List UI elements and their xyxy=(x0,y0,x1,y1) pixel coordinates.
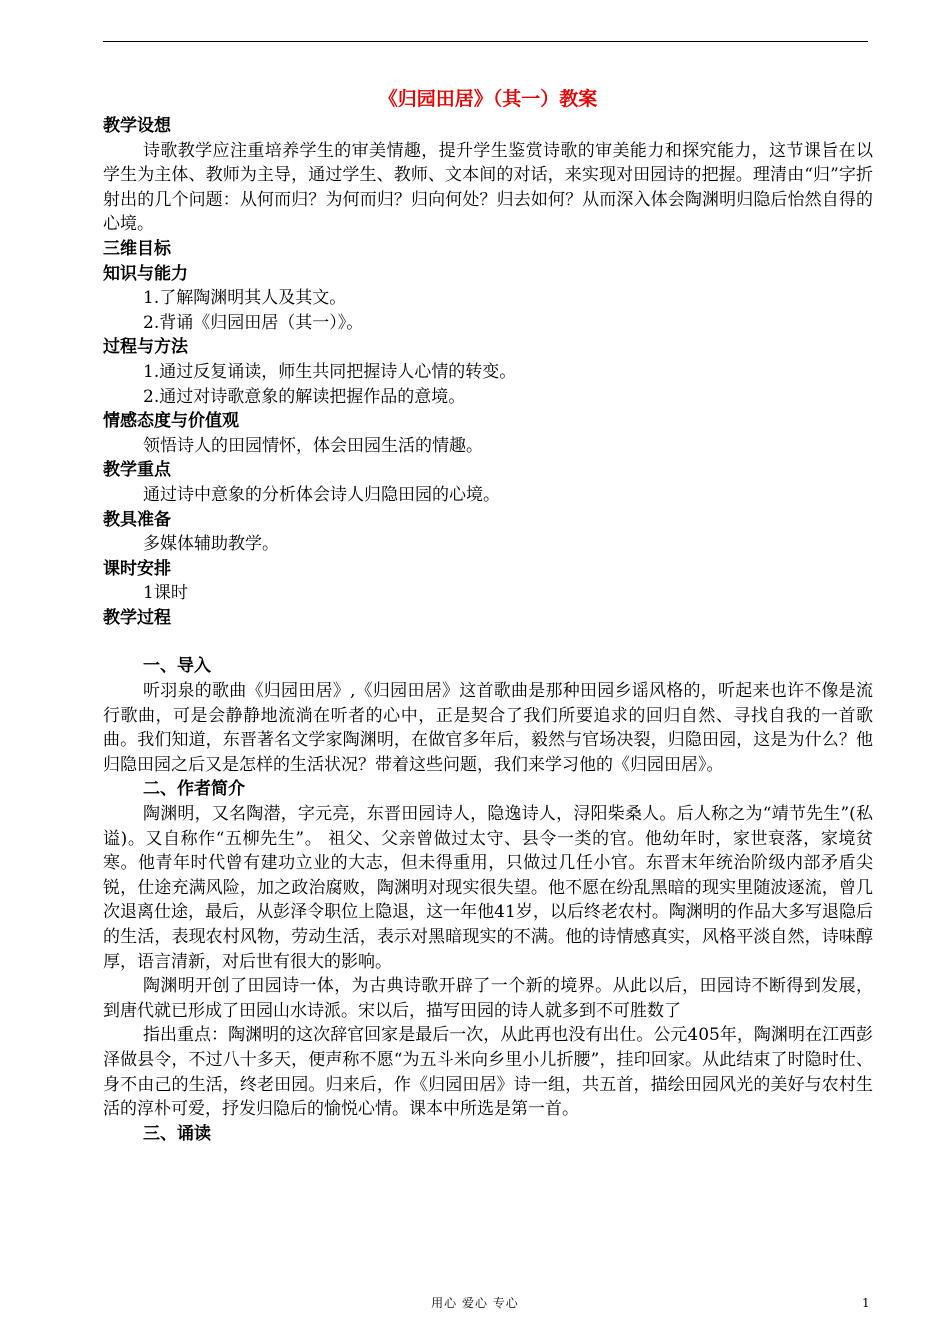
knowledge-item: 2.背诵《归园田居（其一）》。 xyxy=(143,312,364,333)
procedure-heading: 教学过程 xyxy=(103,607,171,628)
tools-text: 多媒体辅助教学。 xyxy=(143,534,279,555)
knowledge-item: 1.了解陶渊明其人及其文。 xyxy=(143,288,347,309)
author-paragraph-3: 指出重点：陶渊明的这次辞官回家是最后一次，从此再也没有出仕。公元405年，陶渊明在江西彭泽做县令，不过八十多天，便声称不愿“为五斗米向乡里小儿折腰”，挂印回家。从此结束了时隐时仕、身不由己的生活，终老田园。归来后，作《归园田居》诗一组，共五首，描绘田园风光的美好与农村生活的淳朴可爱，抒发归隐后的愉悦心情。课本中所选是第一首。 xyxy=(103,1025,873,1120)
spacer xyxy=(103,630,873,654)
author-paragraph-1: 陶渊明，又名陶潜，字元亮，东晋田园诗人，隐逸诗人，浔阳柴桑人。后人称之为“靖节先生”(私谥)。又自称作“五柳先生”。 祖父、父亲曾做过太守、县令一类的官。他幼年时，家世衰落，家境贫寒。他青年时代曾有建功立业的大志，但未得重用，只做过几任小官。东晋末年统治阶级内部矛盾尖锐，仕途充满风险，加之政治腐败，陶渊明对现实很失望。他不愿在纷乱黑暗的现实里随波逐流，曾几次退离仕途，最后，从彭泽令职位上隐退，这一年他41岁，以后终老农村。陶渊明的作品大多写退隐后的生活，表现农村风物，劳动生活，表示对黑暗现实的不满。他的诗情感真实，风格平淡自然，诗味醇厚，语言清新，对后世有很大的影响。 xyxy=(103,804,873,972)
design-paragraph: 诗歌教学应注重培养学生的审美情趣，提升学生鉴赏诗歌的审美能力和探究能力，这节课旨在以学生为主体、教师为主导，通过学生、教师、文本间的对话，来实现对田园诗的把握。理清由“归”字折射出的几个问题：从何而归？为何而归？归向何处？归去如何？从而深入体会陶渊明归隐后怡然自得的心境。 xyxy=(103,140,873,235)
tools-heading: 教具准备 xyxy=(103,509,171,530)
schedule-heading: 课时安排 xyxy=(103,558,171,579)
focus-heading: 教学重点 xyxy=(103,460,171,481)
recite-heading: 三、诵读 xyxy=(143,1123,211,1144)
footer-motto: 用心 爱心 专心 xyxy=(431,1296,519,1310)
design-heading: 教学设想 xyxy=(103,116,171,136)
intro-heading: 一、导入 xyxy=(143,656,211,677)
schedule-text: 1课时 xyxy=(143,583,188,604)
document-body xyxy=(103,84,873,1146)
page-number: 1 xyxy=(862,1296,870,1310)
process-item: 1.通过反复诵读，师生共同把握诗人心情的转变。 xyxy=(143,361,517,382)
emotion-heading: 情感态度与价值观 xyxy=(103,411,239,432)
author-paragraph-2: 陶渊明开创了田园诗一体，为古典诗歌开辟了一个新的境界。从此以后，田园诗不断得到发展，到唐代就已形成了田园山水诗派。宋以后，描写田园的诗人就多到不可胜数了 xyxy=(103,976,873,1021)
process-item: 2.通过对诗歌意象的解读把握作品的意境。 xyxy=(143,386,466,407)
header-rule xyxy=(103,41,868,42)
intro-paragraph: 听羽泉的歌曲《归园田居》,《归园田居》这首歌曲是那种田园乡谣风格的，听起来也许不像是流行歌曲，可是会静静地流淌在听者的心中，正是契合了我们所要追求的回归自然、寻找自我的一首歌曲。我们知道，东晋著名文学家陶渊明，在做官多年后，毅然与官场决裂，归隐田园，这是为什么？他归隐田园之后又是怎样的生活状况？带着这些问题，我们来学习他的《归园田居》。 xyxy=(103,681,873,775)
page-footer xyxy=(0,1293,950,1313)
goals-heading: 三维目标 xyxy=(103,238,171,259)
process-heading: 过程与方法 xyxy=(103,337,188,358)
emotion-text: 领悟诗人的田园情怀，体会田园生活的情趣。 xyxy=(143,435,483,456)
focus-text: 通过诗中意象的分析体会诗人归隐田园的心境。 xyxy=(143,484,500,505)
author-heading: 二、作者简介 xyxy=(143,779,245,800)
document-title: 《归园田居》（其一）教案 xyxy=(378,88,598,110)
knowledge-heading: 知识与能力 xyxy=(103,263,188,284)
